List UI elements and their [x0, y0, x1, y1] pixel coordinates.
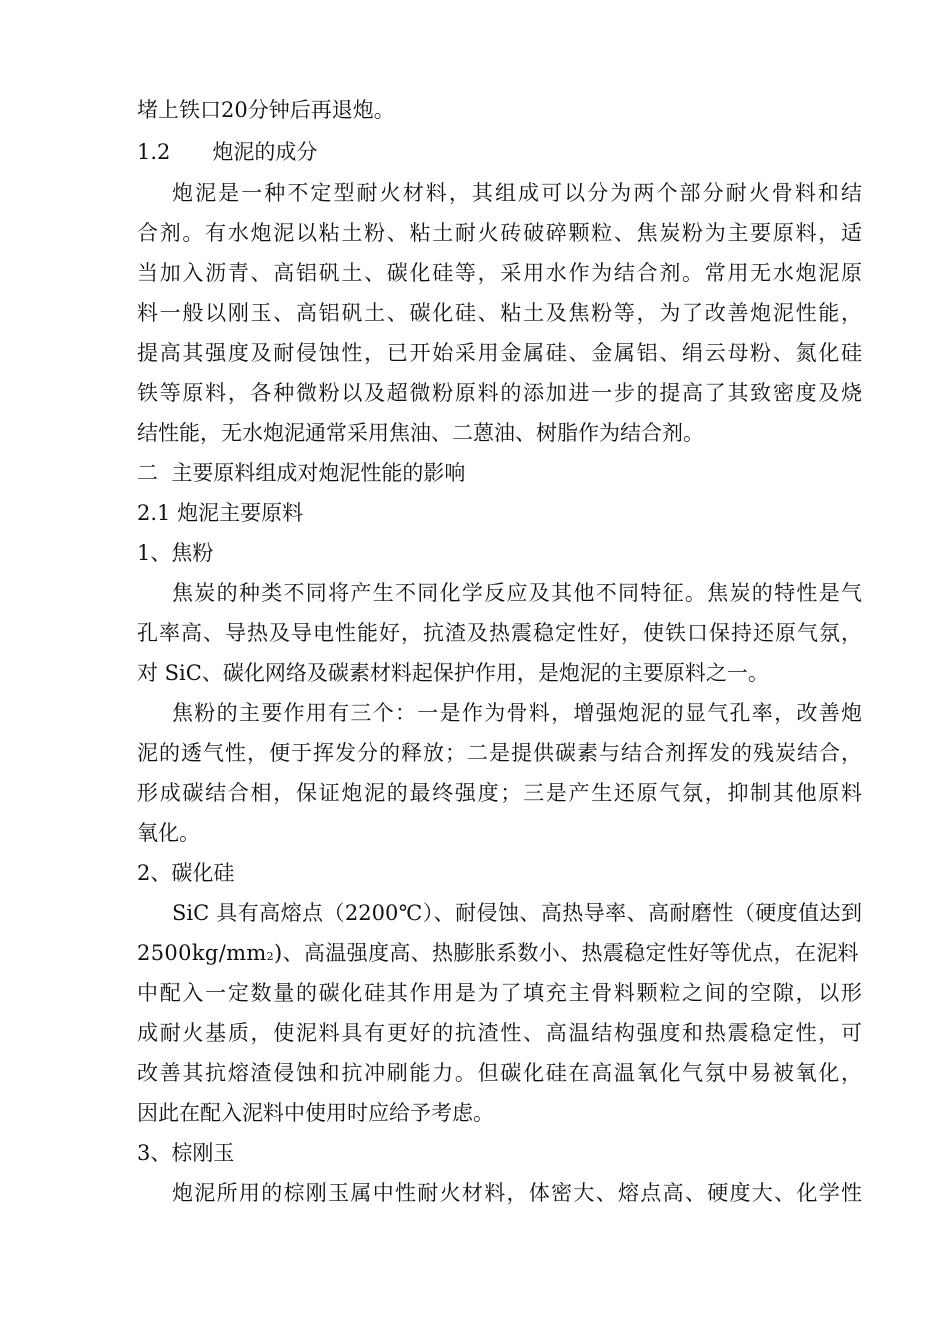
paragraph-line: 成耐火基质，使泥料具有更好的抗渣性、高温结构强度和热震稳定性，可: [137, 1021, 862, 1045]
section-heading-2-1: 2.1 炮泥主要原料: [137, 501, 304, 525]
paragraph-line: 焦粉的主要作用有三个：一是作为骨料，增强炮泥的显气孔率，改善炮: [172, 701, 862, 725]
subsection-heading-silicon-carbide: 2、碳化硅: [137, 861, 235, 885]
chapter-heading-2: 二 主要原料组成对炮泥性能的影响: [137, 461, 466, 485]
paragraph-line: 提高其强度及耐侵蚀性，已开始采用金属硅、金属铝、绢云母粉、氮化硅: [137, 341, 862, 365]
paragraph-line: 改善其抗熔渣侵蚀和抗冲刷能力。但碳化硅在高温氧化气氛中易被氧化，: [137, 1061, 862, 1085]
paragraph-line: 当加入沥青、高铝矾土、碳化硅等，采用水作为结合剂。常用无水炮泥原: [137, 261, 862, 285]
subsection-heading-coke-powder: 1、焦粉: [137, 541, 214, 565]
paragraph-line: 对 SiC、碳化网络及碳素材料起保护作用，是炮泥的主要原料之一。: [137, 661, 769, 685]
text-span: )、高温强度高、热膨胀系数小、热震稳定性好等优点，在泥料: [274, 941, 860, 965]
paragraph-line: 结性能，无水炮泥通常采用焦油、二蒽油、树脂作为结合剂。: [137, 421, 704, 445]
paragraph-line: 炮泥所用的棕刚玉属中性耐火材料，体密大、熔点高、硬度大、化学性: [172, 1181, 862, 1205]
paragraph-line: 铁等原料，各种微粉以及超微粉原料的添加进一步的提高了其致密度及烧: [137, 381, 862, 405]
subsection-heading-brown-corundum: 3、棕刚玉: [137, 1141, 235, 1165]
superscript-text: 2: [266, 950, 275, 963]
section-heading-1-2: 1.2 炮泥的成分: [137, 140, 318, 164]
paragraph-line: 形成碳结合相，保证炮泥的最终强度；三是产生还原气氛，抑制其他原料: [137, 781, 862, 805]
paragraph-line: 合剂。有水炮泥以粘土粉、粘土耐火砖破碎颗粒、焦炭粉为主要原料，适: [137, 221, 862, 245]
paragraph-line: [137, 939, 862, 971]
paragraph-line: 炮泥是一种不定型耐火材料，其组成可以分为两个部分耐火骨料和结: [172, 181, 862, 205]
paragraph-line: 中配入一定数量的碳化硅其作用是为了填充主骨料颗粒之间的空隙，以形: [137, 981, 862, 1005]
paragraph-line: 料一般以刚玉、高铝矾土、碳化硅、粘土及焦粉等，为了改善炮泥性能，: [137, 301, 862, 325]
text-line: 堵上铁口20分钟后再退炮。: [137, 98, 395, 122]
paragraph-line: 氧化。: [137, 821, 200, 845]
unit-text: 2500kg/mm: [137, 941, 267, 965]
paragraph-line: 因此在配入泥料中使用时应给予考虑。: [137, 1101, 494, 1125]
paragraph-line: 泥的透气性，便于挥发分的释放；二是提供碳素与结合剂挥发的残炭结合，: [137, 741, 862, 765]
paragraph-line: 孔率高、导热及导电性能好，抗渣及热震稳定性好，使铁口保持还原气氛，: [137, 621, 862, 645]
paragraph-line: 焦炭的种类不同将产生不同化学反应及其他不同特征。焦炭的特性是气: [172, 581, 862, 605]
paragraph-line: SiC 具有高熔点（2200℃）、耐侵蚀、高热导率、高耐磨性（硬度值达到: [172, 901, 862, 925]
